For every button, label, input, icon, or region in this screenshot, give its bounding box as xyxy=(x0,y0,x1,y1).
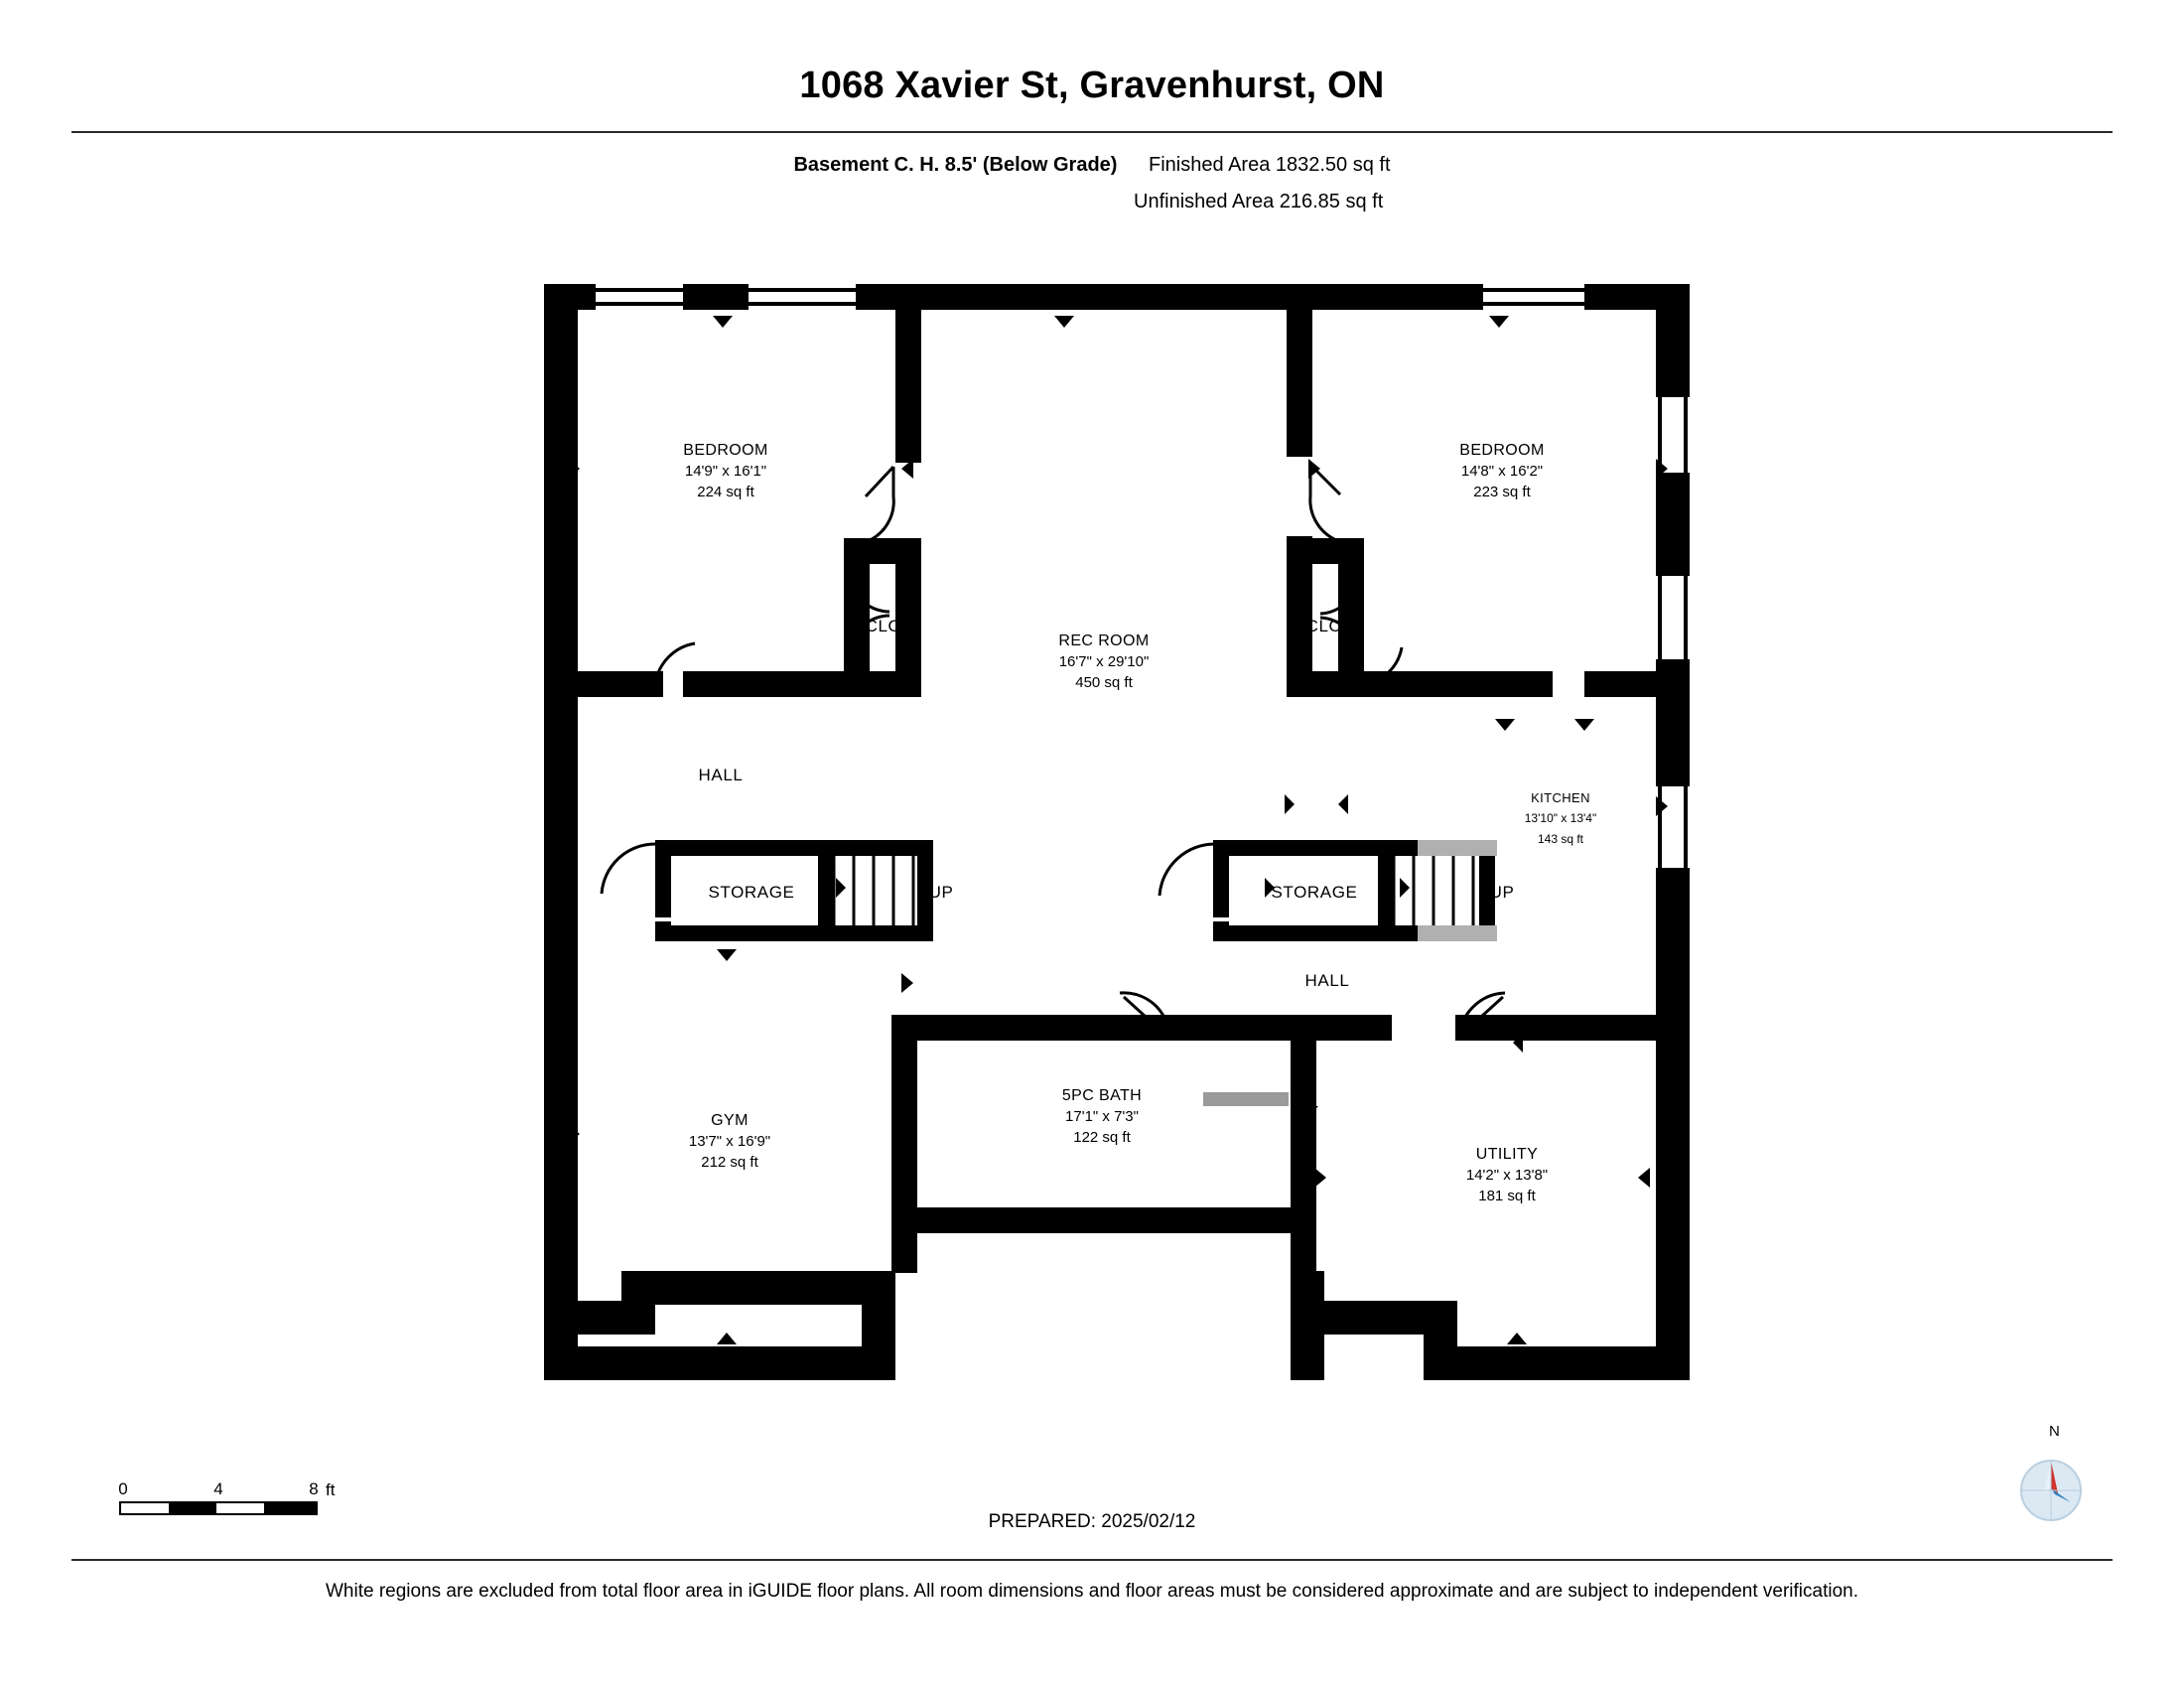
room-label-kitchen: KITCHEN 13'10" x 13'4" 143 sq ft xyxy=(1524,790,1597,846)
scale-ticks xyxy=(119,1479,318,1501)
scale-bar xyxy=(118,1479,336,1515)
prepared-date: PREPARED: 2025/02/12 xyxy=(988,1511,1196,1532)
room-label-hall-left: HALL xyxy=(698,766,744,784)
room-label-utility: UTILITY 14'2" x 13'8" 181 sq ft xyxy=(1465,1146,1549,1204)
room-label-rec-room: REC ROOM 16'7" x 29'10" 450 sq ft xyxy=(1058,633,1150,691)
room-label-gym: GYM 13'7" x 16'9" 212 sq ft xyxy=(688,1112,771,1171)
compass-north-label: N xyxy=(2049,1423,2060,1440)
footer-divider xyxy=(71,1559,2113,1561)
level-label: Basement C. H. 8.5' (Below Grade) xyxy=(793,154,1118,176)
room-label-bedroom-right: BEDROOM 14'8" x 16'2" 223 sq ft xyxy=(1459,442,1545,500)
walls-bottom xyxy=(544,1271,1690,1380)
scale-unit: ft xyxy=(326,1480,336,1499)
room-label-bedroom-left: BEDROOM 14'9" x 16'1" 224 sq ft xyxy=(683,442,768,500)
compass-rose xyxy=(2005,1423,2097,1536)
stair-label-up-right: UP xyxy=(1489,883,1515,902)
stair-label-up-left: UP xyxy=(928,883,954,902)
compass-icon xyxy=(2005,1445,2097,1536)
room-label-hall-right: HALL xyxy=(1304,971,1350,990)
scale-tick-4: 4 xyxy=(213,1479,223,1498)
room-label-bath: 5PC BATH 17'1" x 7'3" 122 sq ft xyxy=(1061,1087,1143,1146)
room-label-storage-right: STORAGE xyxy=(1271,883,1358,902)
scale-tick-0: 0 xyxy=(118,1479,128,1498)
door-swings xyxy=(602,465,1505,1037)
room-label-closet-right: CLO xyxy=(1305,617,1343,635)
unfinished-area: Unfinished Area 216.85 sq ft xyxy=(1134,191,1384,212)
disclaimer-text: White regions are excluded from total floor area in iGUIDE floor plans. All room dimensions and floor areas must be considered approximate and are subject to independent verification. xyxy=(325,1581,1859,1602)
bath-fixture xyxy=(1203,1092,1289,1106)
page-title: 1068 Xavier St, Gravenhurst, ON xyxy=(799,65,1385,106)
room-label-closet-left: CLO xyxy=(865,617,902,635)
finished-area: Finished Area 1832.50 sq ft xyxy=(1149,154,1391,176)
scale-tick-8: 8 xyxy=(309,1479,319,1498)
room-label-storage-left: STORAGE xyxy=(708,883,795,902)
